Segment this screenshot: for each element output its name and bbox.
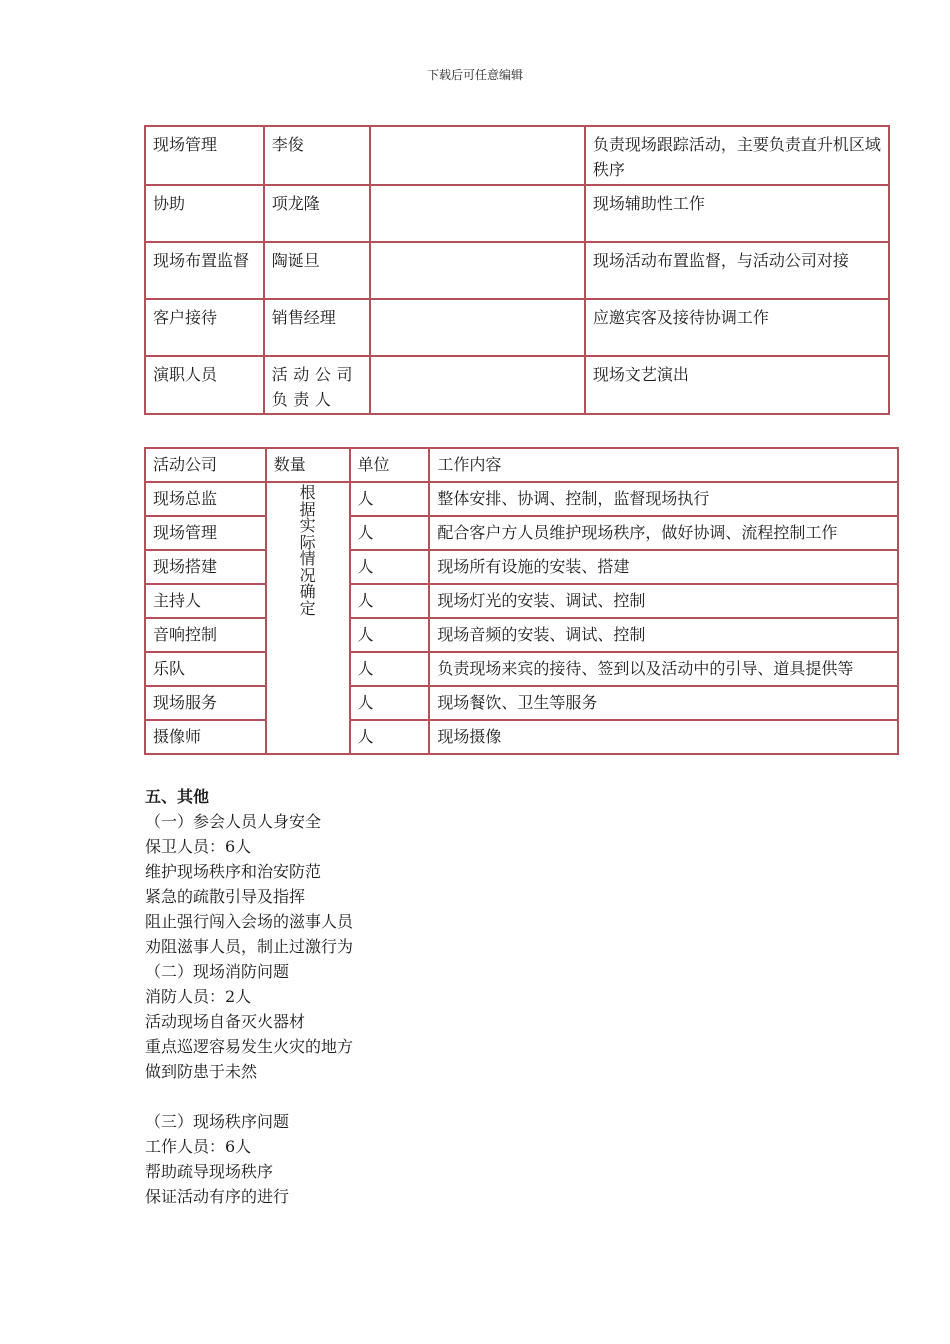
table-row (145, 356, 889, 414)
unit-cell: 人 (350, 482, 430, 516)
section-line: 保证活动有序的进行 (145, 1187, 290, 1206)
table-row (145, 516, 898, 550)
table-row (145, 652, 898, 686)
person-cell: 陶诞旦 (264, 242, 371, 299)
quantity-note: 根据实际情况确定 (299, 483, 316, 618)
header-cell: 数量 (266, 448, 350, 482)
unit-cell: 人 (350, 686, 430, 720)
company-table (144, 447, 899, 755)
name-cell: 摄像师 (145, 720, 266, 754)
staff-table (144, 125, 890, 415)
section-line: 帮助疏导现场秩序 (145, 1162, 274, 1181)
table-row (145, 550, 898, 584)
name-cell: 现场总监 (145, 482, 266, 516)
content-cell: 负责现场来宾的接待、签到以及活动中的引导、道具提供等 (429, 652, 898, 686)
role-cell: 现场管理 (145, 126, 264, 185)
blank-cell (370, 356, 584, 414)
section-line: 紧急的疏散引导及指挥 (145, 887, 306, 906)
name-cell: 现场管理 (145, 516, 266, 550)
duty-cell: 现场辅助性工作 (585, 185, 889, 242)
role-cell: 协助 (145, 185, 264, 242)
table-row (145, 299, 889, 356)
table-row (145, 482, 898, 516)
name-cell: 音响控制 (145, 618, 266, 652)
table-row (145, 242, 889, 299)
content-cell: 配合客户方人员维护现场秩序，做好协调、流程控制工作 (429, 516, 898, 550)
table-row (145, 686, 898, 720)
section-title: 五、其他 (145, 787, 210, 806)
table-row (145, 618, 898, 652)
duty-cell: 现场文艺演出 (585, 356, 889, 414)
section-line: （三）现场秩序问题 (145, 1112, 290, 1131)
section-line: 劝阻滋事人员，制止过激行为 (145, 937, 354, 956)
section-line: 保卫人员：6人 (145, 837, 252, 856)
section-line: 活动现场自备灭火器材 (145, 1012, 306, 1031)
header-cell: 工作内容 (429, 448, 898, 482)
blank-cell (370, 185, 584, 242)
content-cell: 现场音频的安装、调试、控制 (429, 618, 898, 652)
page-header: 下载后可任意编辑 (426, 68, 523, 82)
table-row (145, 185, 889, 242)
blank-line (145, 1084, 745, 1109)
duty-cell: 应邀宾客及接待协调工作 (585, 299, 889, 356)
duty-cell: 负责现场跟踪活动，主要负责直升机区域秩序 (585, 126, 889, 185)
section-line: （一）参会人员人身安全 (145, 812, 322, 831)
section-line: （二）现场消防问题 (145, 962, 290, 981)
role-cell: 现场布置监督 (145, 242, 264, 299)
name-cell: 现场搭建 (145, 550, 266, 584)
quantity-note-cell (266, 482, 350, 754)
role-cell: 演职人员 (145, 356, 264, 414)
content-cell: 现场所有设施的安装、搭建 (429, 550, 898, 584)
unit-cell: 人 (350, 652, 430, 686)
person-cell (264, 356, 371, 414)
content-cell: 现场摄像 (429, 720, 898, 754)
section-line: 阻止强行闯入会场的滋事人员 (145, 912, 354, 931)
content-cell: 现场餐饮、卫生等服务 (429, 686, 898, 720)
name-cell: 主持人 (145, 584, 266, 618)
section-line: 消防人员：2人 (145, 987, 252, 1006)
table-header-row (145, 448, 898, 482)
header-cell: 单位 (350, 448, 430, 482)
person-cell: 李俊 (264, 126, 371, 185)
duty-cell: 现场活动布置监督，与活动公司对接 (585, 242, 889, 299)
table-row (145, 126, 889, 185)
section-line: 工作人员：6人 (145, 1137, 252, 1156)
table-row (145, 720, 898, 754)
unit-cell: 人 (350, 516, 430, 550)
unit-cell: 人 (350, 550, 430, 584)
unit-cell: 人 (350, 584, 430, 618)
section-line: 维护现场秩序和治安防范 (145, 862, 322, 881)
blank-cell (370, 299, 584, 356)
header-cell: 活动公司 (145, 448, 266, 482)
unit-cell: 人 (350, 720, 430, 754)
blank-cell (370, 242, 584, 299)
section-line: 做到防患于未然 (145, 1062, 258, 1081)
person-text: 活动公司负责人 (271, 365, 359, 409)
table-row (145, 584, 898, 618)
person-cell: 销售经理 (264, 299, 371, 356)
role-cell: 客户接待 (145, 299, 264, 356)
other-section (145, 784, 745, 1209)
name-cell: 乐队 (145, 652, 266, 686)
person-cell: 项龙隆 (264, 185, 371, 242)
name-cell: 现场服务 (145, 686, 266, 720)
content-cell: 现场灯光的安装、调试、控制 (429, 584, 898, 618)
blank-cell (370, 126, 584, 185)
unit-cell: 人 (350, 618, 430, 652)
section-line: 重点巡逻容易发生火灾的地方 (145, 1037, 354, 1056)
content-cell: 整体安排、协调、控制，监督现场执行 (429, 482, 898, 516)
